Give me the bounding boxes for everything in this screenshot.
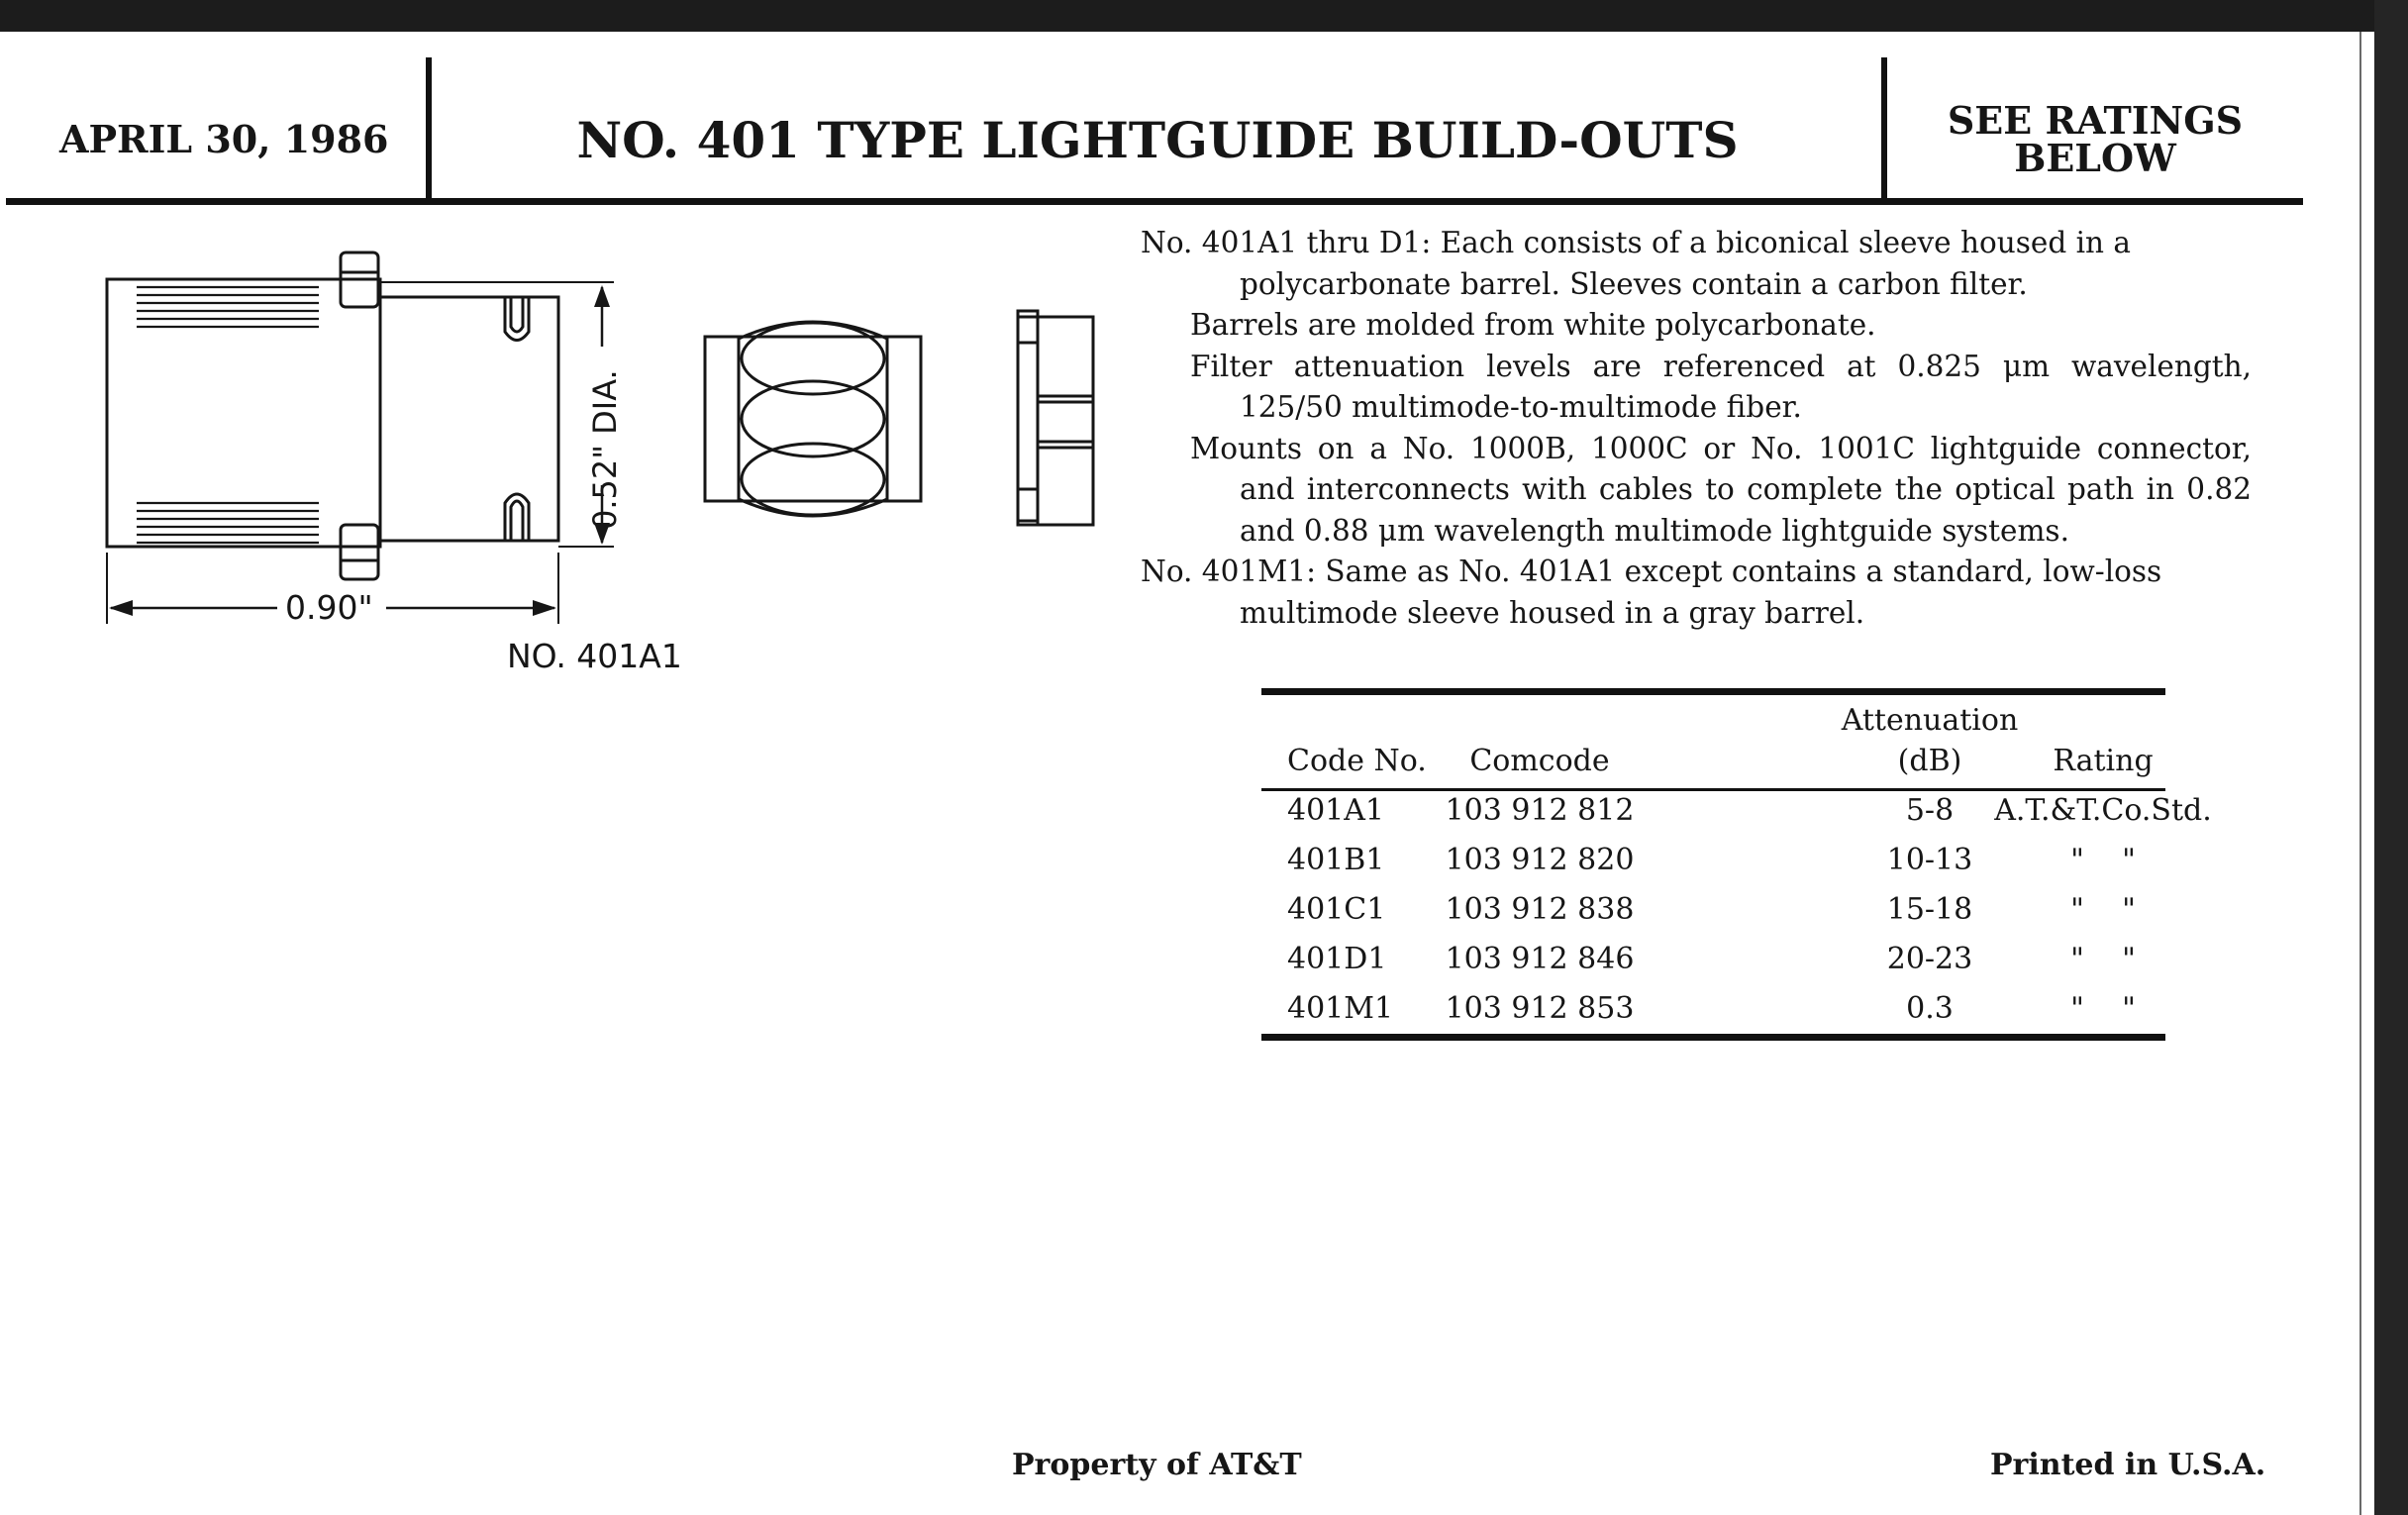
buildout-drawing — [0, 198, 1129, 693]
header-ratings-line1: SEE RATINGS — [1947, 98, 2244, 143]
row-comcode: 103 912 838 — [1445, 892, 1635, 927]
row-rating: " " — [2070, 892, 2136, 927]
row-rating: " " — [2070, 991, 2136, 1026]
header-ratings-note — [1887, 98, 2303, 180]
page-title: NO. 401 TYPE LIGHTGUIDE BUILD-OUTS — [576, 111, 1739, 169]
row-rating: " " — [2070, 843, 2136, 877]
barrel-end-view — [1018, 311, 1093, 525]
sleeve-section-view — [705, 322, 921, 516]
length-dimension-label: 0.90" — [285, 588, 373, 627]
description-paragraph: Filter attenuation levels are referenced at 0.825 μm wavelength, 125/50 multimode-to-multimode fiber. — [1190, 349, 2252, 424]
row-comcode: 103 912 812 — [1445, 793, 1635, 828]
row-attenuation: 20-23 — [1886, 942, 1973, 976]
barrel-knurling-bottom — [137, 503, 319, 543]
top-border — [0, 0, 2408, 32]
barrel-right-section — [380, 297, 558, 541]
row-comcode: 103 912 853 — [1445, 991, 1635, 1026]
footer-property: Property of AT&T — [1012, 1448, 1302, 1482]
row-comcode: 103 912 820 — [1445, 843, 1635, 877]
header-comcode: Comcode — [1469, 744, 1610, 778]
description-paragraph: No. 401M1: Same as No. 401A1 except contains a standard, low-loss multimode sleeve housed in a gray barrel. — [1141, 555, 2162, 630]
right-border-line — [2359, 32, 2361, 1515]
row-code: 401B1 — [1287, 843, 1385, 877]
footer-printed: Printed in U.S.A. — [1990, 1448, 2266, 1482]
header-date: APRIL 30, 1986 — [59, 117, 389, 161]
row-code: 401C1 — [1287, 892, 1386, 927]
row-attenuation: 5-8 — [1905, 793, 1955, 828]
flange-bottom — [341, 525, 378, 579]
table-bottom-rule — [1261, 1034, 2165, 1041]
barrel-knurling-top — [137, 287, 319, 327]
header-rating: Rating — [2053, 744, 2154, 778]
table-top-rule — [1261, 688, 2165, 695]
header-code: Code No. — [1287, 744, 1427, 778]
header-ratings-line2: BELOW — [2014, 136, 2176, 180]
row-attenuation: 10-13 — [1886, 843, 1973, 877]
diameter-dimension-label: 0.52" DIA. — [586, 369, 624, 530]
description-paragraph: No. 401A1 thru D1: Each consists of a biconical sleeve housed in a polycarbonate barrel. Sleeves contain a carbon filter. — [1141, 226, 2132, 301]
row-rating: " " — [2070, 942, 2136, 976]
description-paragraph: Barrels are molded from white polycarbonate. — [1190, 308, 1876, 342]
row-attenuation: 0.3 — [1906, 991, 1954, 1026]
table-header-rule — [1261, 788, 2165, 791]
description-paragraph: Mounts on a No. 1000B, 1000C or No. 1001C lightguide connector, and interconnects with cables to complete the optical path in 0.82 and 0.88 μm wavelength multimode lightguide systems. — [1190, 431, 2252, 548]
header-attenuation-line2: (dB) — [1897, 744, 1962, 778]
right-border — [2374, 0, 2408, 1515]
row-code: 401D1 — [1287, 942, 1387, 976]
description-block — [1141, 223, 2252, 634]
row-attenuation: 15-18 — [1886, 892, 1973, 927]
row-comcode: 103 912 846 — [1445, 942, 1635, 976]
header-attenuation-line1: Attenuation — [1841, 703, 2019, 738]
row-code: 401A1 — [1287, 793, 1385, 828]
row-code: 401M1 — [1287, 991, 1394, 1026]
row-rating: A.T.&T.Co.Std. — [1994, 793, 2212, 828]
part-number-label: NO. 401A1 — [507, 637, 682, 675]
